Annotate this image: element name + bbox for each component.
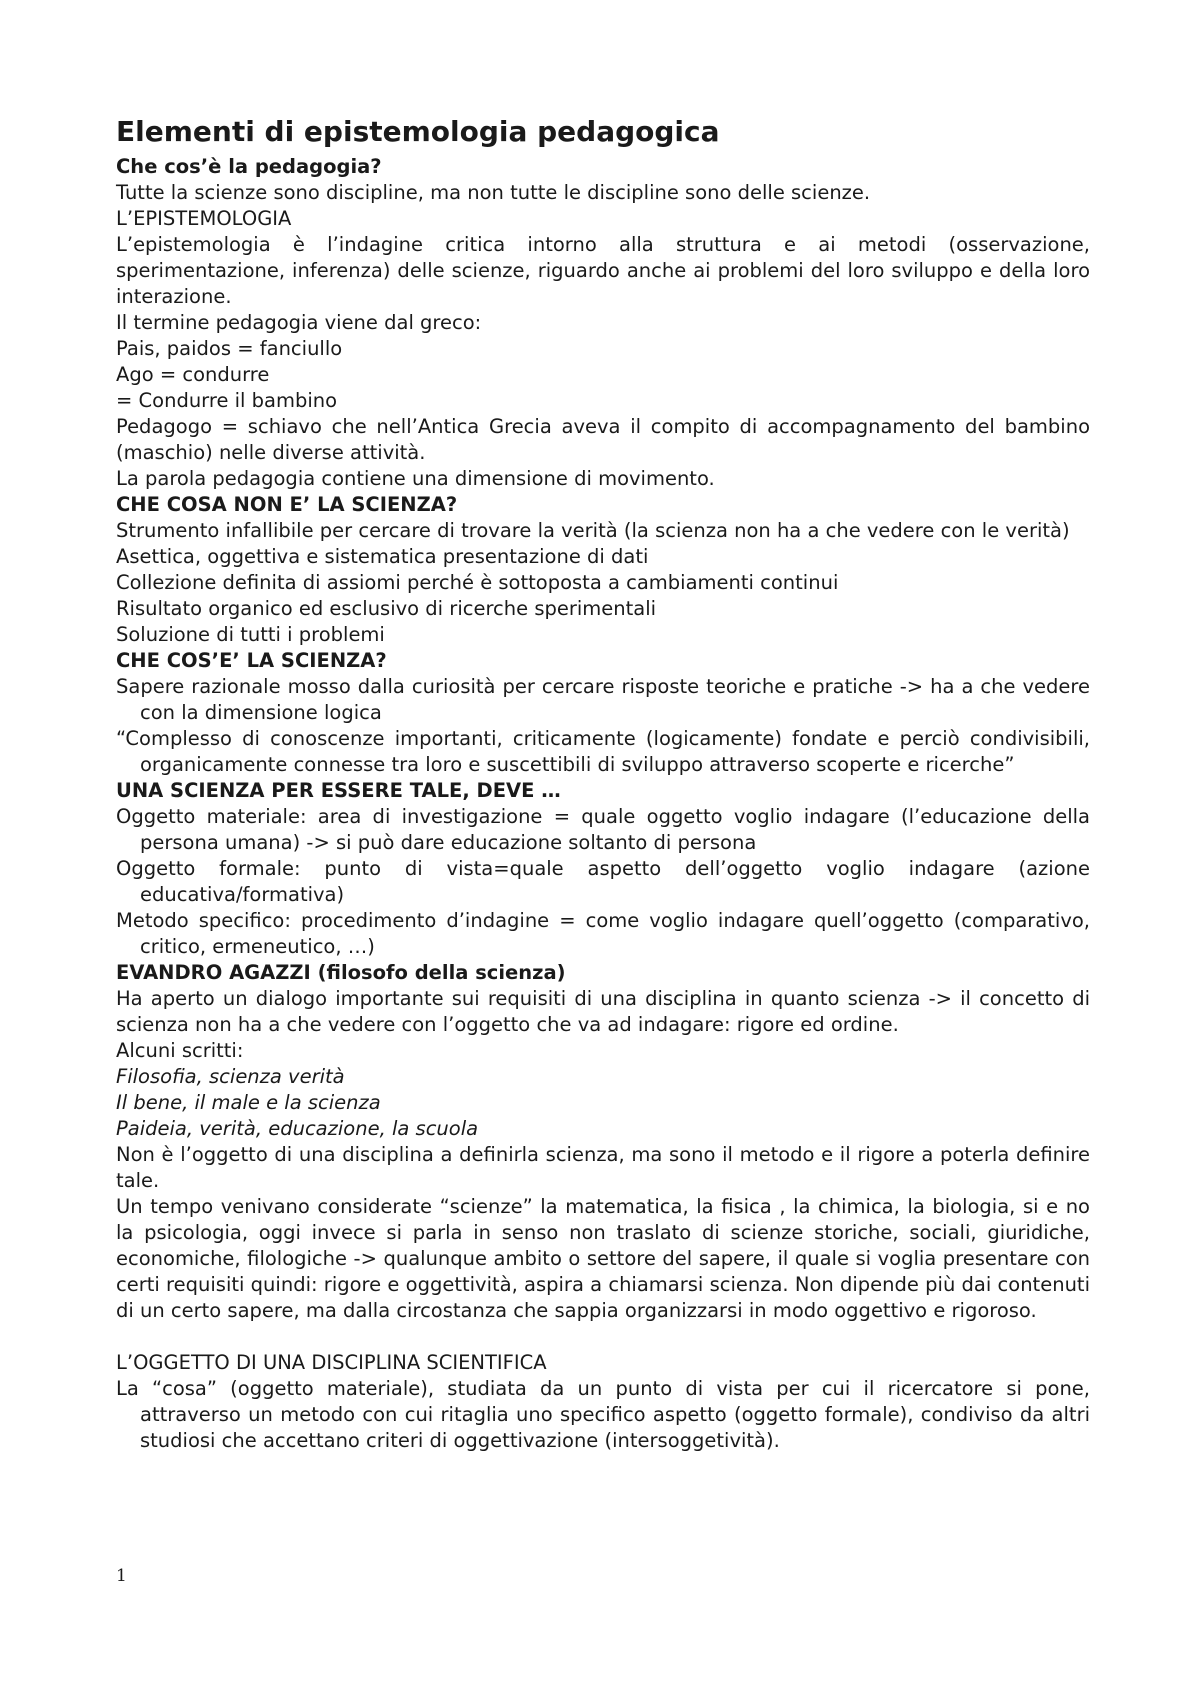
section-heading: L’OGGETTO DI UNA DISCIPLINA SCIENTIFICA [116,1351,547,1374]
list-item: Strumento infallibile per cercare di trovare la verità (la scienza non ha a che vedere con le verità) [116,519,1070,542]
list-item: Oggetto materiale: area di investigazione = quale oggetto voglio indagare (l’educazione della persona umana) -> si può dare educazione soltanto di persona [116,805,1090,854]
paragraph: Ago = condurre [116,363,270,386]
list-item: Oggetto formale: punto di vista=quale aspetto dell’oggetto voglio indagare (azione educativa/formativa) [116,857,1090,906]
paragraph: Ha aperto un dialogo importante sui requisiti di una disciplina in quanto scienza -> il concetto di scienza non ha a che vedere con l’oggetto che va ad indagare: rigore ed ordine. [116,987,1090,1036]
list-item: Asettica, oggettiva e sistematica presentazione di dati [116,545,649,568]
list-item: Sapere razionale mosso dalla curiosità per cercare risposte teoriche e pratiche -> ha a che vedere con la dimensione logica [116,675,1090,724]
section-heading: EVANDRO AGAZZI (filosofo della scienza) [116,961,566,984]
section-heading: Che cos’è la pedagogia? [116,155,382,178]
list-item: Metodo specifico: procedimento d’indagine = come voglio indagare quell’oggetto (comparativo, critico, ermeneutico, …) [116,909,1090,958]
list-item: Risultato organico ed esclusivo di ricerche sperimentali [116,597,657,620]
page-number: 1 [116,1566,127,1586]
book-title: Paideia, verità, educazione, la scuola [116,1117,479,1140]
list-item: “Complesso di conoscenze importanti, criticamente (logicamente) fondate e perciò condivisibili, organicamente connesse tra loro e suscettibili di sviluppo attraverso scoperte e ricerche” [116,727,1090,776]
paragraph: Tutte la scienze sono discipline, ma non tutte le discipline sono delle scienze. [116,181,871,204]
paragraph: La “cosa” (oggetto materiale), studiata da un punto di vista per cui il ricercatore si pone, attraverso un metodo con cui ritaglia uno specifico aspetto (oggetto formale), condiviso da altri studiosi che accettano criteri di oggettivazione (intersoggetività). [116,1377,1090,1452]
section-heading: CHE COSA NON E’ LA SCIENZA? [116,493,458,516]
book-title: Il bene, il male e la scienza [116,1091,381,1114]
paragraph: Il termine pedagogia viene dal greco: [116,311,482,334]
paragraph: Non è l’oggetto di una disciplina a definirla scienza, ma sono il metodo e il rigore a poterla definire tale. [116,1143,1090,1192]
paragraph: La parola pedagogia contiene una dimensione di movimento. [116,467,715,490]
paragraph: Un tempo venivano considerate “scienze” la matematica, la fisica , la chimica, la biologia, si e no la psicologia, oggi invece si parla in senso non traslato di scienze storiche, sociali, giuridiche, economiche, filologiche -> qualunque ambito o settore del sapere, il quale si voglia presentare con certi requisiti quindi: rigore e oggettività, aspira a chiamarsi scienza. Non dipende più dai contenuti di un certo sapere, ma dalla circostanza che sappia organizzarsi in modo oggettivo e rigoroso. [116,1195,1090,1322]
list-item: Collezione definita di assiomi perché è sottoposta a cambiamenti continui [116,571,839,594]
paragraph: = Condurre il bambino [116,389,338,412]
list-item: Soluzione di tutti i problemi [116,623,385,646]
section-heading: L’EPISTEMOLOGIA [116,207,292,230]
section-heading: CHE COS’E’ LA SCIENZA? [116,649,387,672]
section-heading: UNA SCIENZA PER ESSERE TALE, DEVE … [116,779,561,802]
paragraph: Pais, paidos = fanciullo [116,337,343,360]
paragraph: L’epistemologia è l’indagine critica intorno alla struttura e ai metodi (osservazione, sperimentazione, inferenza) delle scienze, riguardo anche ai problemi del loro sviluppo e della loro interazione. [116,233,1090,308]
paragraph: Alcuni scritti: [116,1039,244,1062]
document-title: Elementi di epistemologia pedagogica [116,115,720,148]
document-page [116,112,1090,1454]
paragraph: Pedagogo = schiavo che nell’Antica Grecia aveva il compito di accompagnamento del bambino (maschio) nelle diverse attività. [116,415,1090,464]
book-title: Filosofia, scienza verità [116,1065,345,1088]
spacer [116,1324,1090,1350]
